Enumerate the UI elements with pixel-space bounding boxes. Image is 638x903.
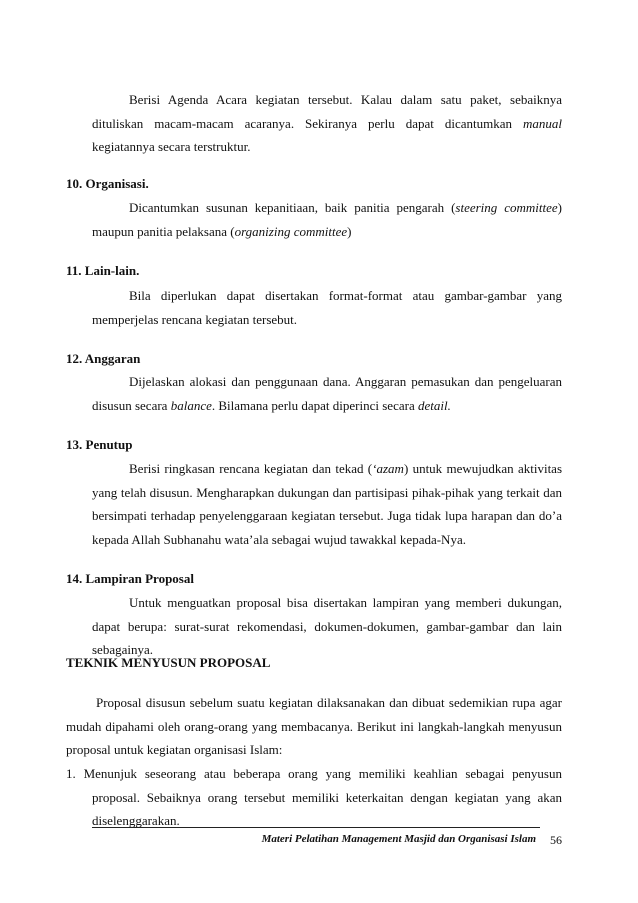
section-10-emphasis-2: organizing committee <box>234 223 348 239</box>
section-10-heading: 10. Organisasi. <box>66 176 149 191</box>
section-12-emphasis-1: balance <box>170 397 212 413</box>
section-12-emphasis-2: detail. <box>417 397 451 413</box>
section-11-heading: 11. Lain-lain. <box>66 263 140 278</box>
teknik-list-item-1: 1. Menunjuk seseorang atau beberapa orang yang memiliki keahlian sebagai penyusun proposal. Sebaiknya orang tersebut memiliki keterkaitan dengan kegiatan yang akan diselenggarakan. <box>66 766 562 829</box>
section-12-text-b: . Bilamana perlu dapat diperinci secara <box>211 397 418 413</box>
section-14-heading: 14. Lampiran Proposal <box>66 571 194 586</box>
section-12-heading: 12. Anggaran <box>66 351 141 366</box>
section-13-paragraph <box>92 457 562 551</box>
agenda-text-end: kegiatannya secara terstruktur. <box>92 139 251 155</box>
section-12-text-a: Dijelaskan alokasi dan penggunaan dana. Anggaran pemasukan dan pengeluaran disusun secara <box>92 374 562 413</box>
section-10-paragraph <box>92 196 562 243</box>
section-11-paragraph: Bila diperlukan dapat disertakan format-format atau gambar-gambar yang memperjelas rencana kegiatan tersebut. <box>92 288 562 327</box>
footer-title: Materi Pelatihan Management Masjid dan Organisasi Islam <box>261 833 536 845</box>
agenda-text: Berisi Agenda Acara kegiatan tersebut. Kalau dalam satu paket, sebaiknya dituliskan macam-macam acaranya. Sekiranya perlu dapat dicantumkan <box>92 92 562 131</box>
section-13-text-a: Berisi ringkasan rencana kegiatan dan tekad ( <box>129 461 373 476</box>
section-10-text-b: ) maupun panitia pelaksana ( <box>92 200 562 239</box>
agenda-paragraph <box>92 88 562 159</box>
footer-rule <box>92 827 540 828</box>
section-13-emphasis: ‘azam <box>372 461 404 476</box>
section-12-paragraph <box>92 370 562 417</box>
section-13-heading: 13. Penutup <box>66 437 133 452</box>
agenda-emphasis: manual <box>523 115 562 131</box>
section-14-paragraph: Untuk menguatkan proposal bisa disertakan lampiran yang memberi dukungan, dapat berupa: surat-surat rekomendasi, dokumen-dokumen, gambar-gambar dan lain sebagainya. <box>92 595 562 658</box>
section-10-text-a: Dicantumkan susunan kepanitiaan, baik panitia pengarah ( <box>129 200 456 215</box>
section-13-text-b: ) untuk mewujudkan aktivitas yang telah disusun. Mengharapkan dukungan dan partisipasi pihak-pihak yang terkait dan bersimpati terhadap penyelenggaraan kegiatan tersebut. Juga tidak lupa harapan dan do’a kepada Allah Subhanahu wata’ala sebagai wujud tawakkal kepada-Nya. <box>92 461 563 547</box>
section-10-text-c: ) <box>347 223 352 239</box>
section-10-emphasis-1: steering committee <box>455 200 558 215</box>
teknik-heading: TEKNIK MENYUSUN PROPOSAL <box>66 655 271 670</box>
teknik-intro-paragraph: Proposal disusun sebelum suatu kegiatan dilaksanakan dan dibuat sedemikian rupa agar mudah dipahami oleh orang-orang yang membacanya. Berikut ini langkah-langkah menyusun proposal untuk kegiatan organisasi Islam: <box>66 695 562 758</box>
page-number: 56 <box>550 833 562 847</box>
